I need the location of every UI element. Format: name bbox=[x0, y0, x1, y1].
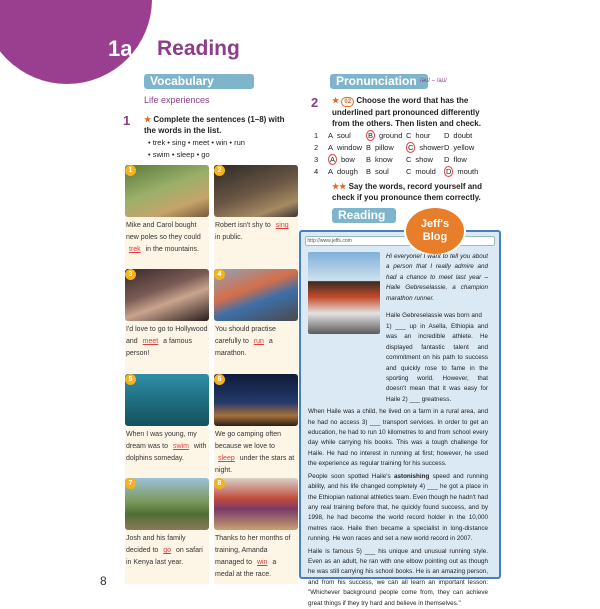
row-number: 4 bbox=[314, 167, 319, 176]
exercise-1-number: 1 bbox=[123, 113, 131, 128]
option-letter: D bbox=[444, 155, 450, 164]
option-letter: C bbox=[406, 167, 412, 176]
browser-url-bar[interactable] bbox=[305, 236, 495, 246]
card-number: 3 bbox=[125, 269, 136, 280]
option-word: dough bbox=[337, 167, 358, 176]
star-icon: ★ bbox=[144, 115, 152, 124]
photo-celebrity bbox=[125, 269, 209, 321]
option-word: show bbox=[415, 155, 433, 164]
option-word: mould bbox=[415, 167, 436, 176]
vocabulary-heading: Vocabulary bbox=[144, 74, 254, 89]
option[interactable] bbox=[406, 130, 430, 142]
option-letter: D bbox=[444, 131, 450, 140]
option[interactable] bbox=[328, 154, 355, 166]
instruction-text: Choose the word that has the underlined part pronounced differently from the others. Then listen and check. bbox=[332, 96, 481, 128]
row-number: 1 bbox=[314, 131, 319, 140]
page-number: 8 bbox=[100, 574, 107, 588]
option-letter: A bbox=[330, 155, 336, 164]
answer: swim bbox=[172, 443, 189, 450]
star-icon: ★★ bbox=[332, 182, 347, 191]
option-letter: D bbox=[444, 143, 450, 152]
option[interactable] bbox=[366, 166, 389, 178]
option-letter: B bbox=[368, 131, 374, 140]
option[interactable] bbox=[328, 142, 362, 154]
card-number: 6 bbox=[214, 374, 225, 385]
option-letter: A bbox=[328, 167, 334, 176]
pronunciation-heading: Pronunciation bbox=[330, 74, 428, 89]
pronunciation-row bbox=[314, 130, 504, 142]
vocab-card-8 bbox=[214, 478, 298, 584]
option-letter: A bbox=[328, 143, 334, 152]
option-word: ground bbox=[379, 131, 403, 140]
pronunciation-row bbox=[314, 154, 504, 166]
instruction-text: Say the words, record yourself and check if you pronounce them correctly. bbox=[332, 182, 482, 202]
say-words-instruction bbox=[332, 181, 494, 203]
word-list-line-1: • trek • sing • meet • win • run bbox=[148, 138, 245, 147]
option-letter: A bbox=[328, 131, 334, 140]
card-text: Mike and Carol bought new poles so they could trek in the mountains. bbox=[126, 222, 201, 253]
photo-marathon bbox=[214, 269, 298, 321]
vocab-card-4 bbox=[214, 269, 298, 375]
card-number: 5 bbox=[125, 374, 136, 385]
option-letter: C bbox=[406, 131, 412, 140]
option[interactable] bbox=[444, 130, 472, 142]
option[interactable] bbox=[366, 142, 394, 154]
pronunciation-row bbox=[314, 142, 504, 154]
row-number: 3 bbox=[314, 155, 319, 164]
option-letter: B bbox=[366, 167, 372, 176]
option-word: soul bbox=[337, 131, 351, 140]
option[interactable] bbox=[444, 154, 467, 166]
blog-title-line-1: Jeff's bbox=[420, 218, 450, 230]
card-text: Josh and his family decided to go on safari in Kenya last year. bbox=[126, 535, 203, 566]
option-word: window bbox=[337, 143, 363, 152]
blog-title-line-2: Blog bbox=[422, 231, 448, 243]
blog-intro: Hi everyone! I want to tell you about a person that I really admire and had a chance to meet last year – Haile Gebreselassie, a champion marathon runner. bbox=[386, 253, 488, 302]
vocab-card-1 bbox=[125, 165, 209, 271]
card-text: I'd love to go to Hollywood and meet a famous person! bbox=[126, 326, 208, 357]
option-letter: C bbox=[408, 143, 414, 152]
card-text: Thanks to her months of training, Amanda managed to win a medal at the race. bbox=[215, 535, 291, 578]
option-word: hour bbox=[415, 131, 431, 140]
photo-safari bbox=[125, 478, 209, 530]
exercise-1-instruction bbox=[144, 114, 294, 136]
option-word: soul bbox=[375, 167, 389, 176]
word-list-line-2: • swim • sleep • go bbox=[148, 150, 210, 159]
photo-medal bbox=[214, 478, 298, 530]
option-letter: B bbox=[366, 143, 372, 152]
card-text: We go camping often because we love to sleep under the stars at night. bbox=[215, 431, 295, 474]
blog-paragraph-1b: 1) ___ up in Asella, Ethiopia and was an incredible athlete. He displayed fantastic talent and commitment on his path to success and quickly rose to fame in the sporting world. However, that doesn't mean that it was easy for Haile 2) ___ greatness. bbox=[386, 323, 488, 403]
card-text: Robert isn't shy to sing in public. bbox=[215, 220, 297, 244]
option[interactable] bbox=[406, 166, 436, 178]
option-letter: D bbox=[446, 167, 452, 176]
reading-heading: Reading bbox=[332, 208, 396, 223]
instruction-text: Complete the sentences (1–8) with the words in the list. bbox=[144, 115, 285, 135]
card-number: 2 bbox=[214, 165, 225, 176]
answer: win bbox=[256, 559, 268, 566]
pronunciation-row bbox=[314, 166, 504, 178]
card-number: 1 bbox=[125, 165, 136, 176]
row-number: 2 bbox=[314, 143, 319, 152]
blog-text bbox=[308, 322, 488, 609]
pronunciation-options bbox=[314, 130, 504, 178]
option-letter: C bbox=[406, 155, 412, 164]
photo-dolphins bbox=[125, 374, 209, 426]
vocab-card-6 bbox=[214, 374, 298, 480]
blog-paragraph-4: Haile is famous 5) ___ his unique and unusual running style. Even as an adult, he ran with one elbow pointing out as though he was still carrying his school books. He is an amazing person, and from his success, we can all learn an important lesson: "Whichever background people come from, they can achieve great things if they try hard and believe in themselves." bbox=[308, 547, 488, 607]
url-text: http://www.jeffs.com bbox=[307, 238, 352, 244]
answer: run bbox=[253, 338, 264, 345]
option-word: bow bbox=[341, 155, 355, 164]
card-number: 8 bbox=[214, 478, 225, 489]
vocab-card-7 bbox=[125, 478, 209, 584]
page-title: Reading bbox=[157, 37, 240, 60]
answer: trek bbox=[129, 246, 141, 253]
option-word: know bbox=[375, 155, 393, 164]
exercise-2-instruction bbox=[332, 95, 494, 129]
option[interactable] bbox=[328, 166, 358, 178]
option[interactable] bbox=[366, 154, 393, 166]
option-word: mouth bbox=[457, 167, 479, 176]
option-word: yellow bbox=[453, 143, 475, 152]
option-word: doubt bbox=[453, 131, 473, 140]
blog-paragraph-2: When Haile was a child, he lived on a farm in a rural area, and he had no access 3) ___ transport services. In order to get an education, he had to run 10 kilometres to and from school every day while carrying his books. This was a tough challenge for Haile. He had no interest in running at first; however, he used the experience as regular training for his success. bbox=[308, 408, 488, 468]
photo-singer bbox=[214, 165, 298, 217]
word-list bbox=[148, 137, 245, 161]
phonetic-symbols: /əʊ/ – /aʊ/ bbox=[420, 78, 447, 84]
vocabulary-subheading: Life experiences bbox=[144, 95, 210, 105]
option[interactable] bbox=[444, 166, 478, 178]
answer: sleep bbox=[218, 455, 235, 462]
photo-camping bbox=[214, 374, 298, 426]
star-icon: ★ bbox=[332, 96, 340, 105]
option[interactable] bbox=[444, 142, 474, 154]
answer: go bbox=[163, 547, 172, 554]
option-letter: B bbox=[366, 155, 372, 164]
vocab-card-2 bbox=[214, 165, 298, 271]
vocab-card-3 bbox=[125, 269, 209, 375]
blog-title-badge bbox=[404, 206, 466, 256]
option-word: flow bbox=[453, 155, 467, 164]
card-number: 7 bbox=[125, 478, 136, 489]
blog-paragraph-3: People soon spotted Haile's astonishing speed and running ability, and his life changed completely 4) ___ he got a place in the Ethiopian national athletics team. Even though he hadn't had any real training before that, he quickly found success, and by 1998, he had become the world record holder in the 10,000 metres race. Haile then became a specialist in long-distance running. He won races and set a new world record in 2007. bbox=[308, 472, 488, 543]
card-text: When I was young, my dream was to swim with dolphins someday. bbox=[126, 431, 207, 462]
option[interactable] bbox=[328, 130, 351, 142]
unit-number: 1a bbox=[108, 36, 133, 61]
answer: sing bbox=[275, 222, 289, 229]
option[interactable] bbox=[406, 142, 444, 154]
option[interactable] bbox=[366, 130, 402, 142]
card-number: 4 bbox=[214, 269, 225, 280]
blog-paragraph-1a: Haile Gebreselassie was born and bbox=[386, 312, 482, 319]
photo-hikers bbox=[125, 165, 209, 217]
vocab-card-5 bbox=[125, 374, 209, 480]
card-text: You should practise carefully to run a marathon. bbox=[215, 326, 276, 357]
cd-track-icon[interactable]: 02 bbox=[341, 97, 354, 107]
exercise-2-number: 2 bbox=[311, 95, 319, 110]
key-word: astonishing bbox=[393, 472, 430, 480]
option[interactable] bbox=[406, 154, 433, 166]
option-word: shower bbox=[419, 143, 444, 152]
answer: meet bbox=[142, 338, 159, 345]
option-word: pillow bbox=[375, 143, 394, 152]
